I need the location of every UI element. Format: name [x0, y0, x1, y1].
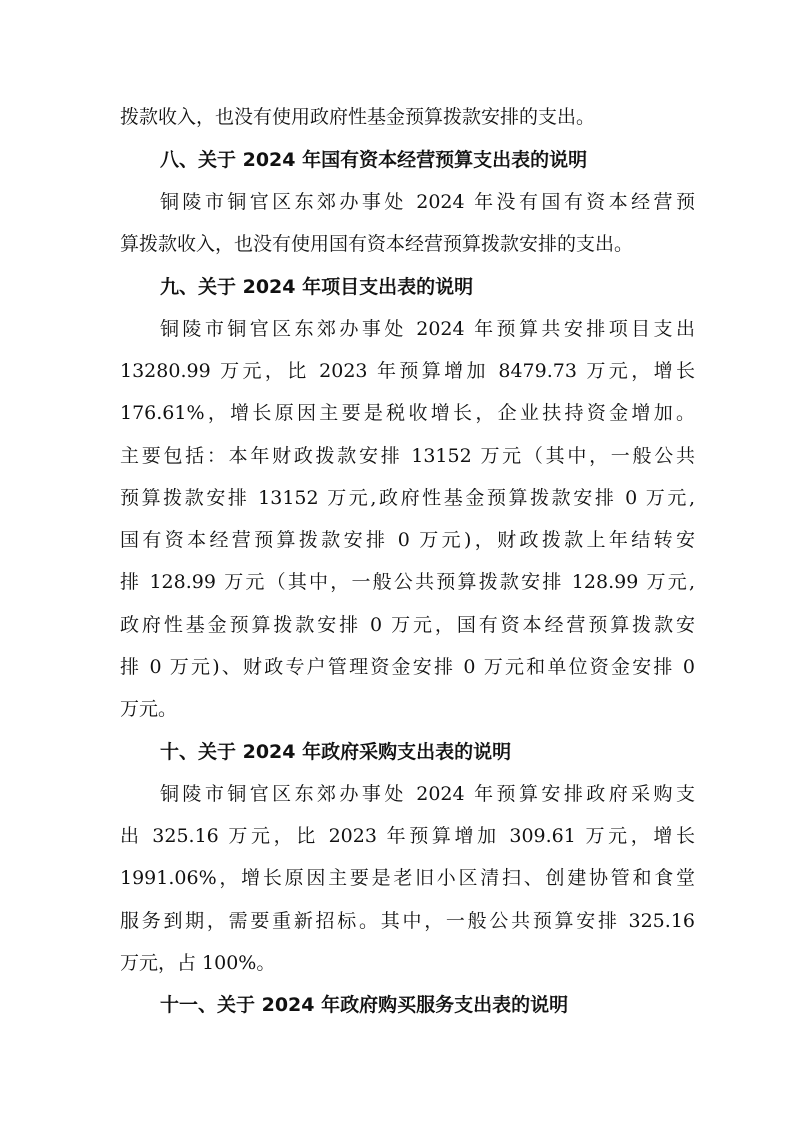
paragraph-line: 1991.06%，增长原因主要是老旧小区清扫、创建协管和食堂	[120, 867, 695, 889]
paragraph-line: 算拨款收入，也没有使用国有资本经营预算拨款安排的支出。	[120, 233, 634, 255]
paragraph-line: 176.61%，增长原因主要是税收增长，企业扶持资金增加。	[120, 402, 695, 424]
paragraph-line: 政府性基金预算拨款安排 0 万元，国有资本经营预算拨款安	[120, 614, 695, 636]
section-heading-10: 十、关于 2024 年政府采购支出表的说明	[160, 741, 512, 763]
section-heading-9: 九、关于 2024 年项目支出表的说明	[160, 276, 474, 298]
paragraph-line: 拨款收入，也没有使用政府性基金预算拨款安排的支出。	[120, 106, 596, 128]
paragraph-line: 排 0 万元)、财政专户管理资金安排 0 万元和单位资金安排 0	[120, 656, 695, 678]
paragraph-line: 国有资本经营预算拨款安排 0 万元)，财政拨款上年结转安	[120, 529, 695, 551]
paragraph-line: 服务到期，需要重新招标。其中，一般公共预算安排 325.16	[120, 910, 695, 932]
section-heading-8: 八、关于 2024 年国有资本经营预算支出表的说明	[160, 149, 588, 171]
paragraph-line: 出 325.16 万元，比 2023 年预算增加 309.61 万元，增长	[120, 825, 695, 847]
section-heading-11: 十一、关于 2024 年政府购买服务支出表的说明	[160, 994, 569, 1016]
paragraph-line: 万元。	[120, 698, 178, 720]
paragraph-line: 铜陵市铜官区东郊办事处 2024 年没有国有资本经营预	[160, 191, 695, 213]
paragraph-line: 13280.99 万元，比 2023 年预算增加 8479.73 万元，增长	[120, 360, 695, 382]
paragraph-line: 主要包括：本年财政拨款安排 13152 万元（其中，一般公共	[120, 445, 695, 467]
paragraph-line: 万元，占 100%。	[120, 952, 276, 974]
paragraph-line: 铜陵市铜官区东郊办事处 2024 年预算共安排项目支出	[160, 318, 695, 340]
paragraph-line: 排 128.99 万元（其中，一般公共预算拨款安排 128.99 万元,	[120, 571, 695, 593]
paragraph-line: 铜陵市铜官区东郊办事处 2024 年预算安排政府采购支	[160, 783, 695, 805]
paragraph-line: 预算拨款安排 13152 万元,政府性基金预算拨款安排 0 万元,	[120, 487, 695, 509]
